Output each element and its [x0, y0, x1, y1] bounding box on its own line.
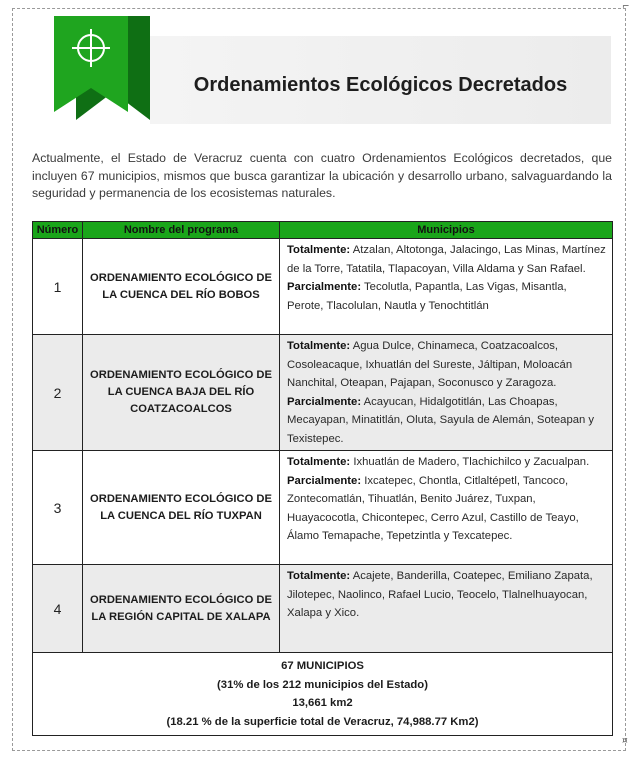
total-list: Agua Dulce, Chinameca, Coatzacoalcos, Cosoleacaque, Ixhuatlán del Sureste, Jáltipan, Moloacán Nanchital, Oteapan, Pajapan, Soconusco y Zaragoza.	[287, 340, 573, 389]
row-number: 2	[33, 335, 83, 451]
column-header-number: Número	[33, 222, 83, 239]
total-list: Acajete, Banderilla, Coatepec, Emiliano Zapata, Jilotepec, Naolinco, Rafael Lucio, Teocelo, Tlalnelhuayocan, Xalapa y Xico.	[287, 570, 593, 619]
total-label: Totalmente:	[287, 340, 351, 352]
municipalities-cell	[280, 239, 613, 335]
partial-label: Parcialmente:	[287, 395, 362, 408]
table-row	[33, 565, 613, 653]
summary-municipalities: 67 MUNICIPIOS	[281, 660, 364, 672]
row-number: 3	[33, 451, 83, 565]
page-title: Ordenamientos Ecológicos Decretados	[193, 74, 568, 96]
summary-area-percentage: (18.21 % de la superficie total de Veracruz, 74,988.77 Km2)	[166, 715, 479, 728]
corner-mark-top: ⌐	[622, 2, 630, 12]
summary-percentage: (31% de los 212 municipios del Estado)	[217, 678, 428, 691]
partial-label: Parcialmente:	[287, 474, 362, 487]
program-name: ORDENAMIENTO ECOLÓGICO DE LA REGIÓN CAPITAL DE XALAPA	[83, 565, 280, 653]
total-list: Ixhuatlán de Madero, Tlachichilco y Zacualpan.	[353, 456, 590, 468]
partial-list: Acayucan, Hidalgotitlán, Las Choapas, Mecayapan, Minatitlán, Oluta, Sayula de Alemán, Soteapan y Texistepec.	[287, 395, 595, 445]
table-header-row	[33, 222, 613, 239]
table-row	[33, 451, 613, 565]
programs-table	[32, 221, 613, 736]
column-header-program: Nombre del programa	[83, 222, 280, 239]
summary-cell	[33, 653, 613, 736]
partial-label: Parcialmente:	[287, 281, 362, 293]
program-name: ORDENAMIENTO ECOLÓGICO DE LA CUENCA DEL RÍO TUXPAN	[83, 451, 280, 565]
municipalities-cell	[280, 451, 613, 565]
row-number: 1	[33, 239, 83, 335]
column-header-municipalities: Municipios	[280, 222, 613, 239]
municipalities-cell	[280, 565, 613, 653]
program-name: ORDENAMIENTO ECOLÓGICO DE LA CUENCA BAJA DEL RÍO COATZACOALCOS	[83, 335, 280, 451]
total-label: Totalmente:	[287, 456, 351, 468]
row-number: 4	[33, 565, 83, 653]
partial-list: Ixcatepec, Chontla, Citlaltépetl, Tancoco, Zontecomatlán, Tihuatlán, Benito Juárez, Tuxpan, Huayacocotla, Chicontepec, Cerro Azul, Castillo de Teayo, Álamo Temapache, Tepetzintla y Texcatepec.	[287, 474, 579, 542]
table-row	[33, 335, 613, 451]
corner-mark-bottom: ¤	[622, 736, 628, 746]
total-label: Totalmente:	[287, 570, 351, 582]
total-list: Atzalan, Altotonga, Jalacingo, Las Minas, Martínez de la Torre, Tatatila, Tlapacoyan, Villa Aldama y San Rafael.	[287, 244, 606, 275]
program-name: ORDENAMIENTO ECOLÓGICO DE LA CUENCA DEL RÍO BOBOS	[83, 239, 280, 335]
total-label: Totalmente:	[287, 244, 351, 256]
summary-area: 13,661 km2	[292, 697, 353, 710]
crosshair-target-icon	[54, 16, 150, 120]
table-row	[33, 239, 613, 335]
summary-row	[33, 653, 613, 736]
intro-paragraph: Actualmente, el Estado de Veracruz cuenta con cuatro Ordenamientos Ecológicos decretados, que incluyen 67 municipios, mismos que busca garantizar la ubicación y desarrollo urbano, salvaguardando la seguridad y permanencia de los ecosistemas naturales.	[32, 151, 612, 200]
partial-list: Tecolutla, Papantla, Las Vigas, Misantla, Perote, Tlacolulan, Nautla y Tenochtitlán	[287, 281, 567, 312]
municipalities-cell	[280, 335, 613, 451]
